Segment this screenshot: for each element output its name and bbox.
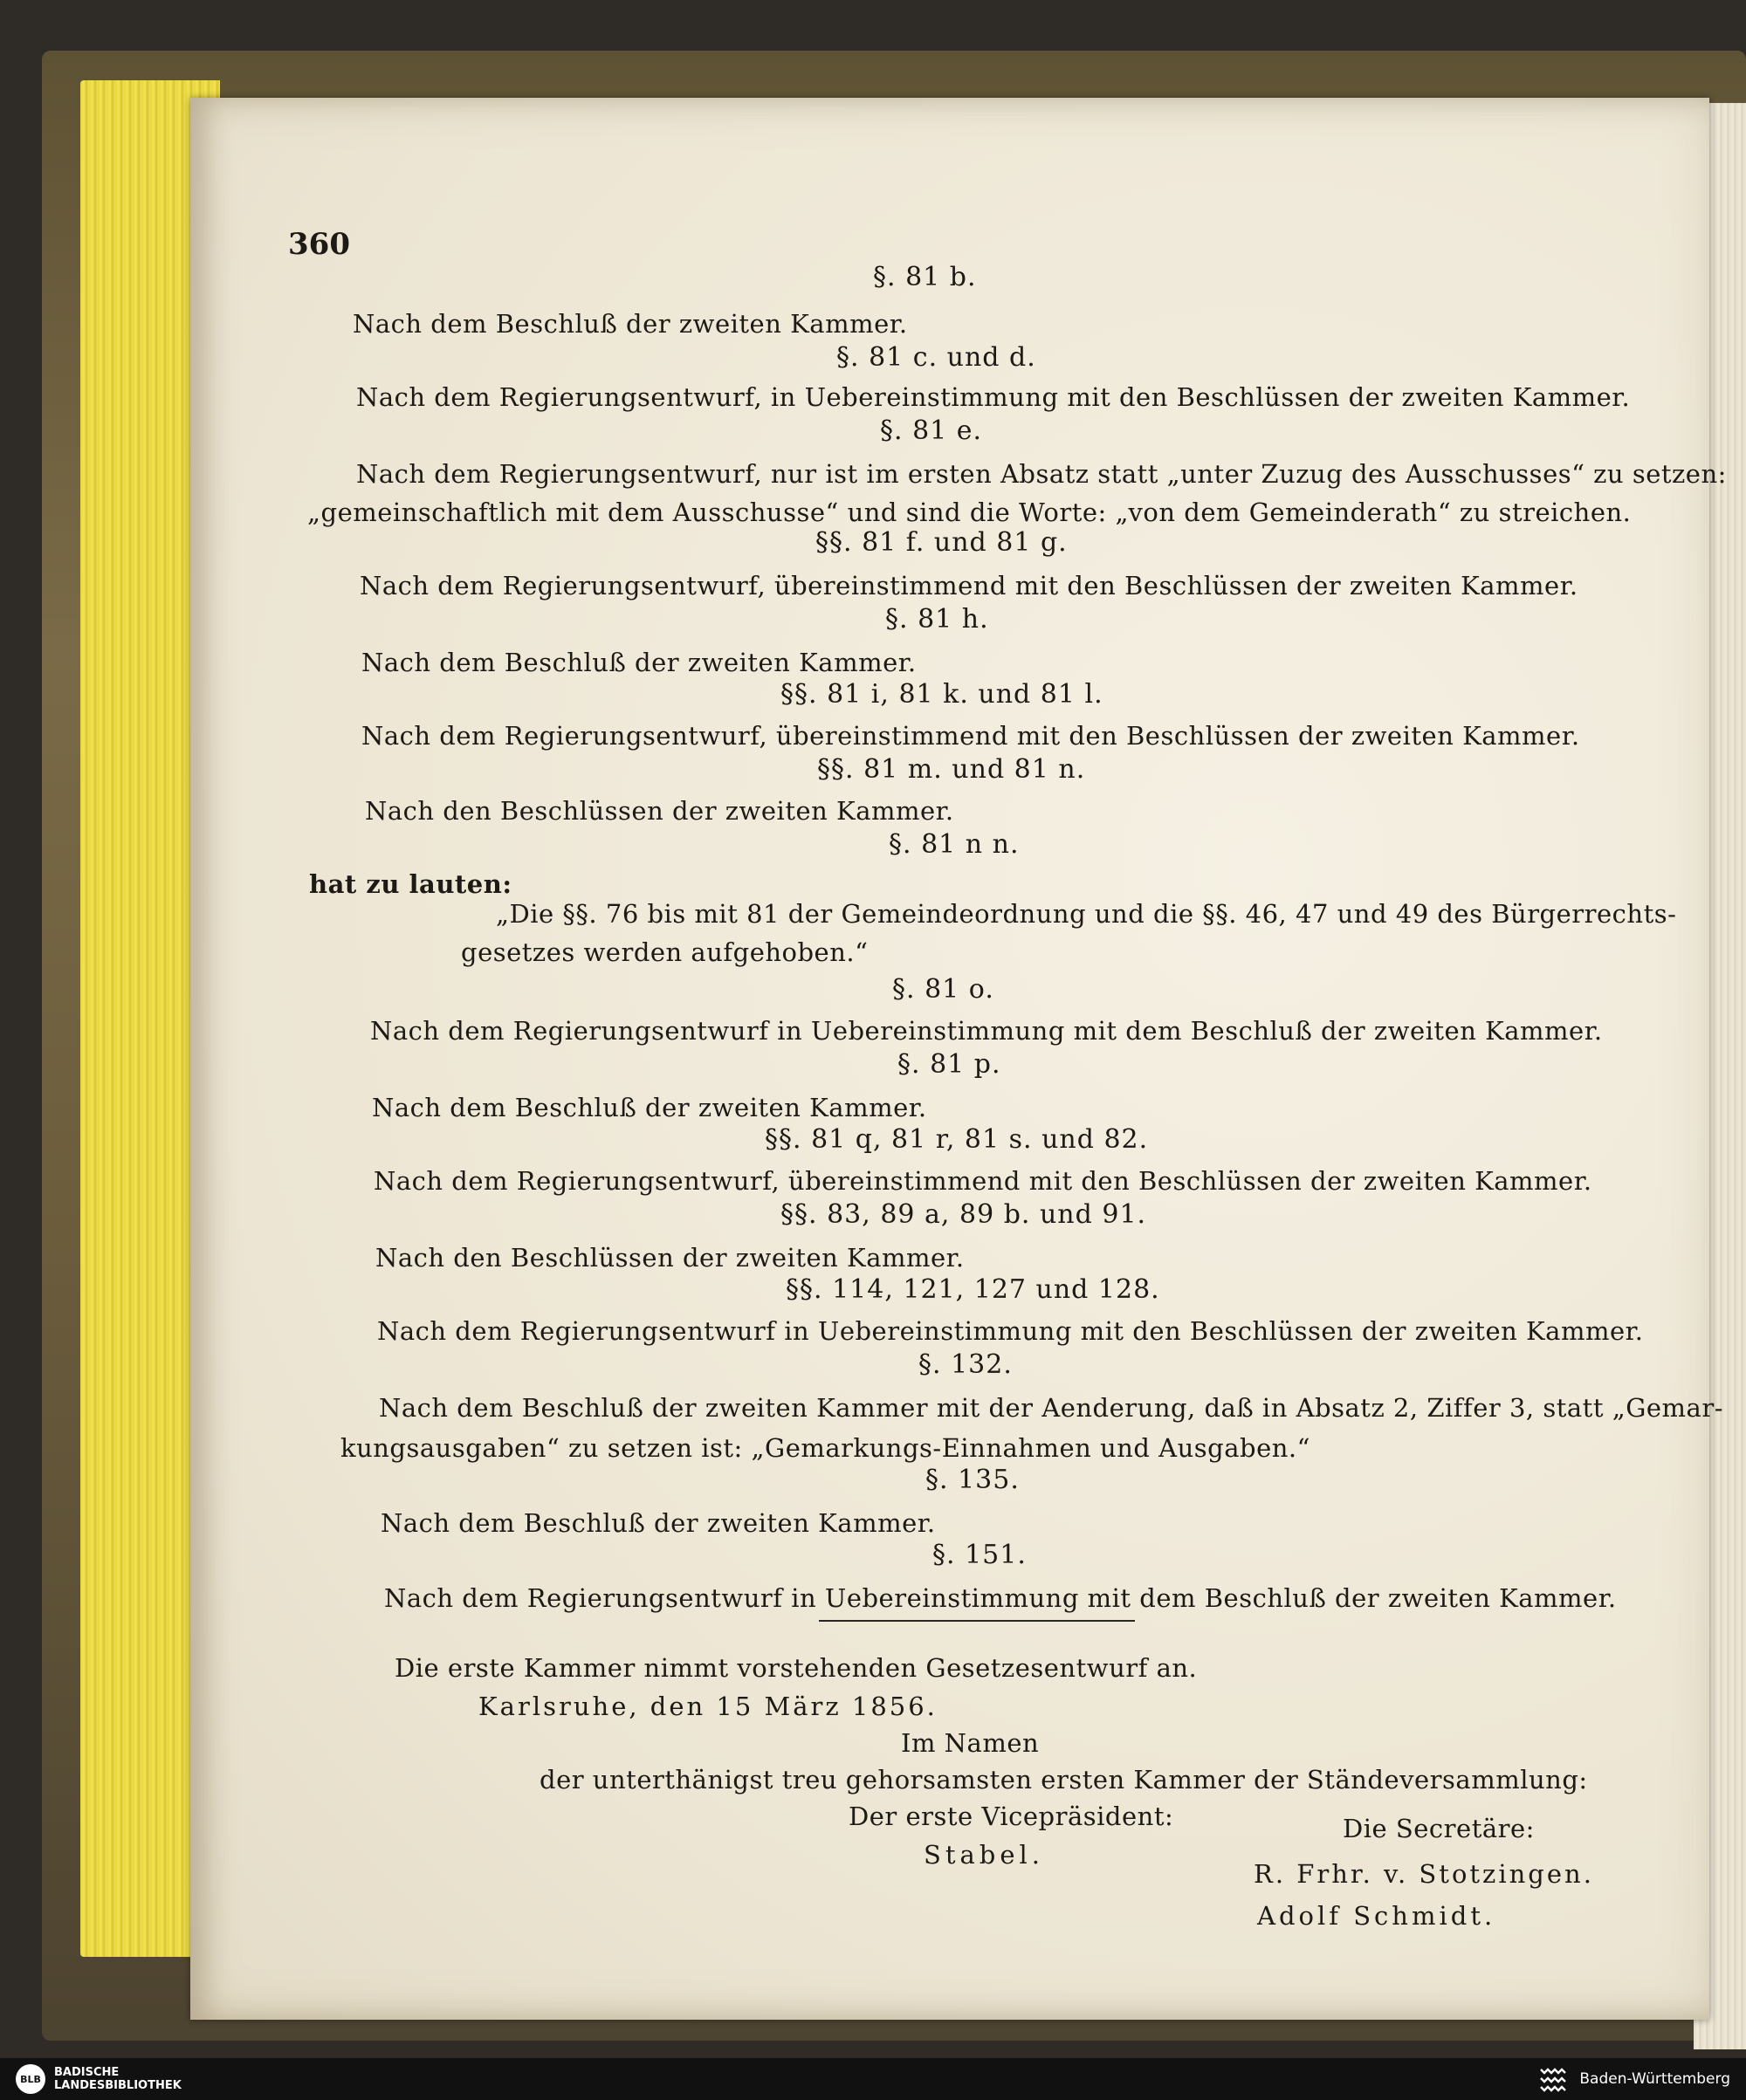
section-heading: §§. 81 f. und 81 g. — [815, 527, 1068, 558]
paragraph: Nach dem Regierungsentwurf, in Uebereinstimmung mit den Beschlüssen der zweiten Kammer. — [356, 382, 1631, 412]
paragraph: Nach dem Beschluß der zweiten Kammer. — [361, 648, 917, 677]
paragraph: Nach dem Regierungsentwurf in Uebereinstimmung mit dem Beschluß der zweiten Kammer. — [384, 1583, 1617, 1613]
vice-president-name: Stabel. — [924, 1840, 1045, 1870]
section-heading: §. 81 p. — [897, 1049, 1001, 1080]
state-label: Baden-Württemberg — [1579, 2070, 1730, 2088]
secretary-name: R. Frhr. v. Stotzingen. — [1254, 1859, 1594, 1889]
paragraph: Nach dem Regierungsentwurf, nur ist im ersten Absatz statt „unter Zuzug des Ausschusses“ zu setzen: — [356, 459, 1727, 489]
paragraph: Nach den Beschlüssen der zweiten Kammer. — [365, 796, 954, 826]
library-name-line1: BADISCHE — [54, 2066, 120, 2079]
quote-line: gesetzes werden aufgehoben.“ — [461, 937, 869, 967]
section-heading: §. 135. — [925, 1465, 1020, 1495]
paragraph: Nach dem Beschluß der zweiten Kammer. — [381, 1508, 936, 1538]
paragraph: Nach dem Regierungsentwurf, übereinstimmend mit den Beschlüssen der zweiten Kammer. — [374, 1166, 1592, 1196]
section-heading: §. 132. — [918, 1349, 1013, 1380]
section-heading: §. 81 c. und d. — [836, 342, 1036, 373]
paragraph: Nach dem Beschluß der zweiten Kammer mit der Aenderung, daß in Absatz 2, Ziffer 3, statt „Gemar- — [379, 1393, 1723, 1423]
section-heading: §. 81 h. — [885, 604, 989, 635]
viewer-footer — [0, 2058, 1746, 2100]
quote-line: „Die §§. 76 bis mit 81 der Gemeindeordnung und die §§. 46, 47 und 49 des Bürgerrechts- — [496, 899, 1677, 929]
secretary-name: Adolf Schmidt. — [1257, 1901, 1496, 1931]
section-heading: §§. 81 i, 81 k. und 81 l. — [780, 679, 1103, 710]
blb-logo-icon: BLB — [16, 2064, 45, 2094]
paragraph: Nach dem Beschluß der zweiten Kammer. — [372, 1093, 927, 1122]
section-heading: §§. 114, 121, 127 und 128. — [786, 1274, 1160, 1305]
chamber-line: der unterthänigst treu gehorsamsten ersten Kammer der Ständeversammlung: — [540, 1765, 1588, 1795]
section-heading: §§. 81 m. und 81 n. — [817, 754, 1086, 785]
in-name-line: Im Namen — [901, 1728, 1040, 1758]
section-heading: §§. 83, 89 a, 89 b. und 91. — [780, 1199, 1147, 1230]
section-heading: §. 81 e. — [880, 415, 983, 446]
place-date: Karlsruhe, den 15 März 1856. — [478, 1692, 938, 1721]
section-heading: §. 151. — [932, 1540, 1027, 1570]
paragraph: hat zu lauten: — [309, 869, 512, 899]
paragraph: „gemeinschaftlich mit dem Ausschusse“ und sind die Worte: „von dem Gemeinderath“ zu streichen. — [307, 498, 1632, 527]
paragraph: Nach dem Regierungsentwurf, übereinstimmend mit den Beschlüssen der zweiten Kammer. — [361, 721, 1580, 751]
paragraph: kungsausgaben“ zu setzen ist: „Gemarkungs-Einnahmen und Ausgaben.“ — [340, 1433, 1310, 1463]
paragraph: Nach dem Regierungsentwurf in Uebereinstimmung mit dem Beschluß der zweiten Kammer. — [370, 1016, 1603, 1046]
library-name-line2: LANDESBIBLIOTHEK — [54, 2079, 182, 2092]
section-heading: §. 81 b. — [873, 262, 977, 292]
document-page — [190, 98, 1727, 2020]
section-heading: §. 81 o. — [892, 974, 994, 1005]
paragraph: Nach dem Regierungsentwurf, übereinstimmend mit den Beschlüssen der zweiten Kammer. — [360, 571, 1578, 600]
paragraph: Nach dem Regierungsentwurf in Uebereinstimmung mit den Beschlüssen der zweiten Kammer. — [377, 1316, 1644, 1346]
paragraph: Nach dem Beschluß der zweiten Kammer. — [353, 309, 908, 339]
state-brand[interactable] — [1536, 2064, 1730, 2094]
page-number: 360 — [288, 227, 350, 262]
library-brand[interactable] — [16, 2064, 182, 2094]
section-heading: §. 81 n n. — [889, 829, 1020, 860]
vice-president-title: Der erste Vicepräsident: — [849, 1801, 1174, 1831]
coat-of-arms-icon — [1536, 2064, 1571, 2094]
secretaries-title: Die Secretäre: — [1343, 1814, 1535, 1843]
paragraph: Nach den Beschlüssen der zweiten Kammer. — [375, 1243, 965, 1273]
section-heading: §§. 81 q, 81 r, 81 s. und 82. — [765, 1124, 1149, 1155]
separator-rule — [819, 1620, 1135, 1622]
closing-statement: Die erste Kammer nimmt vorstehenden Gesetzesentwurf an. — [395, 1653, 1198, 1683]
